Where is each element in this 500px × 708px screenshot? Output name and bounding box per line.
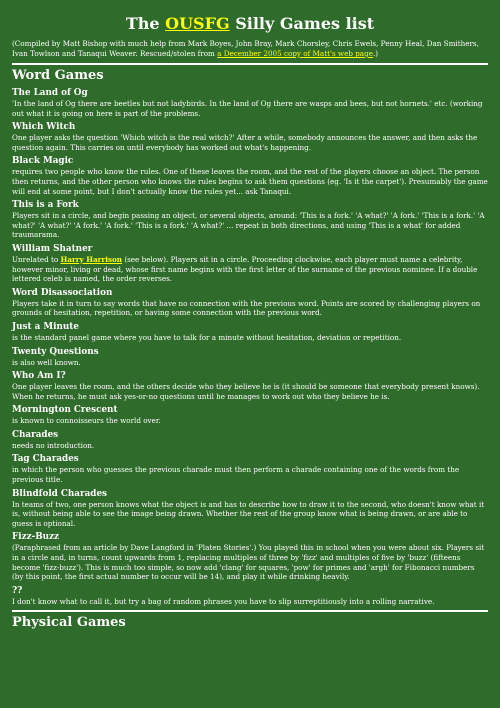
section-physical-games: Physical Games	[12, 610, 488, 630]
game-title: The Land of Og	[12, 88, 88, 98]
game-title: ??	[12, 585, 23, 596]
game-description: 'In the land of Og there are beetles but not ladybirds. In the land of Og there are wasps and bees, but not hornets.' etc. (working out what it is going on here is part of the problems.	[12, 99, 483, 118]
game-entry	[12, 287, 488, 318]
games-list	[12, 87, 488, 606]
game-entry	[12, 404, 488, 426]
game-entry	[12, 243, 488, 284]
credits	[12, 39, 488, 59]
game-entry	[12, 429, 488, 451]
game-title: Blindfold Charades	[12, 488, 108, 499]
game-description: In teams of two, one person knows what the object is and has to describe how to draw it to the second, who doesn't know what it is, without being able to see the image being drawn. Whether the rest of the group know what is being drawn, or are able to guess is optional.	[12, 499, 485, 528]
game-entry	[12, 199, 488, 240]
game-description	[12, 255, 488, 284]
game-title: Mornington Crescent	[12, 405, 118, 416]
title-suffix: Silly Games list	[229, 14, 375, 33]
game-desc-prefix: Unrelated to	[12, 254, 61, 264]
game-entry	[12, 121, 488, 152]
game-description: is known to connoisseurs the world over.	[12, 416, 161, 426]
game-description: One player asks the question 'Which witch is the real witch?' After a while, somebody announces the answer, and then asks the question again. This carries on until everybody has worked out what's happening.	[12, 133, 478, 152]
game-entry	[12, 488, 488, 529]
game-title: Charades	[12, 429, 59, 440]
game-description: in which the person who guesses the previous charade must then perform a charade containing one of the words from the previous title.	[12, 465, 460, 485]
page-title	[12, 14, 488, 33]
game-title: Fizz-Buzz	[12, 532, 60, 543]
credits-text: (Compiled by Matt Bishop with much help from Mark Boyes, John Bray, Mark Chorsley, Chris Ewels, Penny Heal, Dan Smithers, Ivan Towlson and Tanaqui Weaver. Rescued/stolen from	[12, 39, 479, 58]
game-entry	[12, 370, 488, 401]
credits-end: .)	[372, 49, 379, 58]
game-description: I don't know what to call it, but try a bag of random phrases you have to slip surreptitiously into a rolling narrative.	[12, 596, 435, 606]
game-title: Just a Minute	[12, 321, 79, 332]
title-prefix: The	[125, 14, 166, 33]
game-description: Players sit in a circle, and begin passing an object, or several objects, around: 'This is a fork.' 'A what?' 'A fork.' 'This is a fork.' 'A what?' 'A what?' 'A fork.' 'A fork.' 'This is a fork.' 'A what?' ... repeat in both directions, and using 'This is a what' for added traumarama.	[12, 211, 485, 240]
game-entry	[12, 155, 488, 196]
game-description: Players take it in turn to say words that have no connection with the previous word. Points are scored by challenging players on grounds of hesitation, repetition, or having some connection with the previous word.	[12, 298, 481, 318]
game-description: is the standard panel game where you have to talk for a minute without hesitation, deviation or repetition.	[12, 332, 402, 342]
game-description: One player leaves the room, and the others decide who they believe he is (it should be someone that everybody present knows). When he returns, he must ask yes-or-no questions until he manages to work out who they believe he is.	[12, 382, 480, 401]
section-word-games: Word Games	[12, 63, 488, 83]
game-title: Black Magic	[12, 156, 74, 167]
game-title: Tag Charades	[12, 454, 79, 465]
game-desc-rest: (see below). Players sit in a circle. Proceeding clockwise, each player must name a celebrity, however minor, living or dead, whose first name begins with the first letter of the surname of the previous nominee. If a double lettered celeb is named, the order reverses.	[12, 254, 478, 284]
game-title: Word Disassociation	[12, 287, 113, 298]
game-title: William Shatner	[12, 243, 93, 254]
ousfg-link[interactable]: OUSFG	[165, 14, 230, 33]
game-entry	[12, 87, 488, 118]
game-entry	[12, 531, 488, 581]
game-entry	[12, 453, 488, 484]
game-title: Twenty Questions	[12, 346, 99, 357]
game-title: Who Am I?	[12, 371, 66, 382]
game-entry	[12, 585, 488, 607]
game-description: needs no introduction.	[12, 440, 95, 450]
game-description: is also well known.	[12, 357, 81, 367]
archive-link[interactable]: a December 2005 copy of Matt's web page	[217, 49, 373, 58]
game-description: requires two people who know the rules. One of these leaves the room, and the rest of the players choose an object. The person then returns, and the other person who knows the rules begins to ask them questions (eg. 'Is it the carpet'). Presumably the game will end at some point, but I don't actually know the rules yet... ask Tanaqui.	[12, 167, 488, 196]
game-entry	[12, 346, 488, 368]
game-title: This is a Fork	[12, 200, 79, 211]
harry-harrison-link[interactable]: Harry Harrison	[60, 254, 123, 264]
game-title: Which Witch	[12, 122, 76, 133]
game-entry	[12, 321, 488, 343]
game-description: (Paraphrased from an article by Dave Langford in 'Platen Stories'.) You played this in school when you were about six. Players sit in a circle and, in turns, count upwards from 1, replacing multiples of three by 'fizz' and multiples of five by 'buzz' (fifteens become 'fizz-buzz'). This is much too simple, so now add 'clang' for squares, 'pow' for primes and 'argh' for Fibonacci numbers (by this point, the first actual number to occur will be 14), and play it while drinking heavily.	[12, 543, 485, 582]
